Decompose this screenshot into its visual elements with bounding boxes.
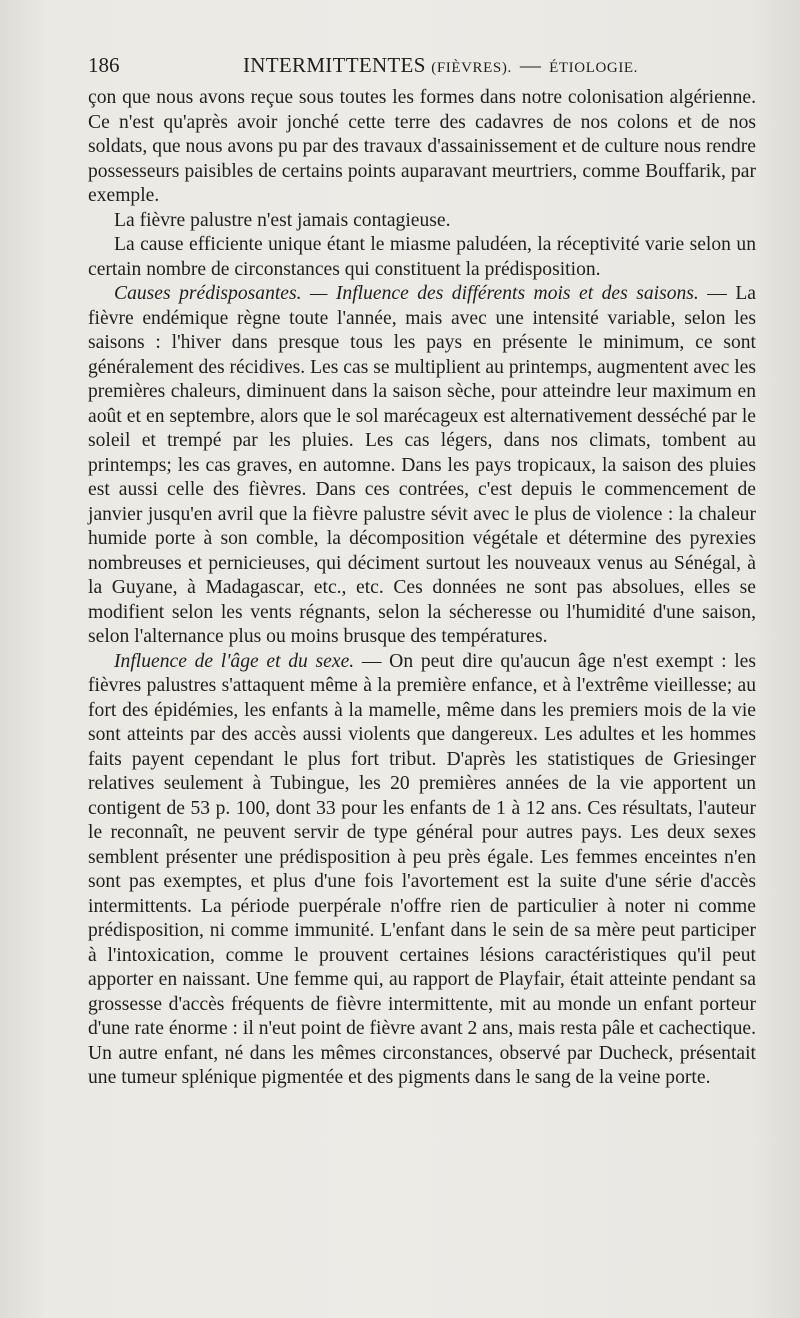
title-paren: (FIÈVRES). [431,60,512,76]
seasons-text: — La fièvre endémique règne toute l'année, mais avec une intensité variable, selon les saisons : l'hiver dans presque tous les pays en présente le minimum, ce sont généralement des récidives. Les cas se multiplient au printemps, augmentent avec les premières chaleurs, diminuent dans la saison sèche, pour atteindre leur maximum en août et en septembre, alors que le sol marécageux est alternativement desséché par le soleil et trempé par les pluies. Les cas légers, dans nos climats, tombent au printemps; les cas graves, en automne. Dans les pays tropicaux, la saison des pluies est aussi celle des fièvres. Dans ces contrées, c'est depuis le commencement de janvier jusqu'en avril que la fièvre palustre sévit avec le plus de violence : la chaleur humide porte à son comble, la décomposition végétale et détermine des pyrexies nombreuses et pernicieuses, qui déciment surtout les nouveaux venus au Sénégal, à la Guyane, à Madagascar, etc., etc. Ces données ne sont pas absolues, elles se modifient selon les vents régnants, selon la sécheresse ou l'humidité d'une saison, selon l'alternance plus ou moins brusque des températures. [88,283,756,647]
age-sex-text: — On peut dire qu'aucun âge n'est exempt : les fièvres palustres s'attaquent même à la première enfance, et à l'extrême vieillesse; au fort des épidémies, les enfants à la mamelle, même dans les premiers mois de la vie sont atteints par des accès aussi violents que dangereux. Les adultes et les hommes faits payent cependant le plus fort tribut. D'après les statistiques de Griesinger relatives seulement à Tubingue, les 20 premières années de la vie apportent un contigent de 53 p. 100, dont 33 pour les enfants de 1 à 12 ans. Ces résultats, l'auteur le reconnaît, ne peuvent servir de type général pour autres pays. Les deux sexes semblent présenter une prédisposition à peu près égale. Les femmes enceintes n'en sont pas exemptes, et plus d'une fois l'avortement est la suite d'une série d'accès intermittents. La période puerpérale n'offre rien de particulier à noter ni comme prédisposition, ni comme immunité. L'enfant dans le sein de sa mère peut participer à l'intoxication, comme le prouvent certaines lésions caractéristiques qu'il peut apporter en naissant. Une femme qui, au rapport de Playfair, était atteinte pendant sa grossesse d'accès fréquents de fièvre intermittente, mit au monde un enfant porteur d'une rate énorme : il n'eut point de fièvre avant 2 ans, mais resta pâle et cachectique. Un autre enfant, né dans les mêmes circonstances, observé par Ducheck, présentait une tumeur splénique pigmentée et des pigments dans le sang de la veine porte. [88,650,756,1088]
age-sex-heading: Influence de l'âge et du sexe. [114,650,355,672]
paragraph-cause: La cause efficiente unique étant le miasme paludéen, la réceptivité varie selon un certain nombre de circonstances qui constituent la prédisposition. [88,234,756,280]
page-number: 186 [88,53,120,77]
body-text [88,86,756,1091]
section-name: ÉTIOLOGIE. [549,60,639,76]
paragraph-contagion: La fièvre palustre n'est jamais contagieuse. [114,209,451,231]
paragraph-continuation: çon que nous avons reçue sous toutes les formes dans notre colonisation algérienne. Ce n'est qu'après avoir jonché cette terre des cadavres de nos colons et de nos soldats, que nous avons pu par des travaux d'assainissement et de culture nous rendre possesseurs paisibles de certains points auparavant meurtriers, comme Bouffarik, par exemple. [88,87,756,206]
running-title [243,50,638,83]
seasons-heading: Causes prédisposantes. — Influence des différents mois et des saisons. [114,283,699,304]
title-separator: — [519,53,542,77]
paragraph-seasons [88,282,756,650]
title-main: INTERMITTENTES [243,53,426,77]
paragraph-age-sex [88,650,756,1091]
running-header [88,50,756,80]
